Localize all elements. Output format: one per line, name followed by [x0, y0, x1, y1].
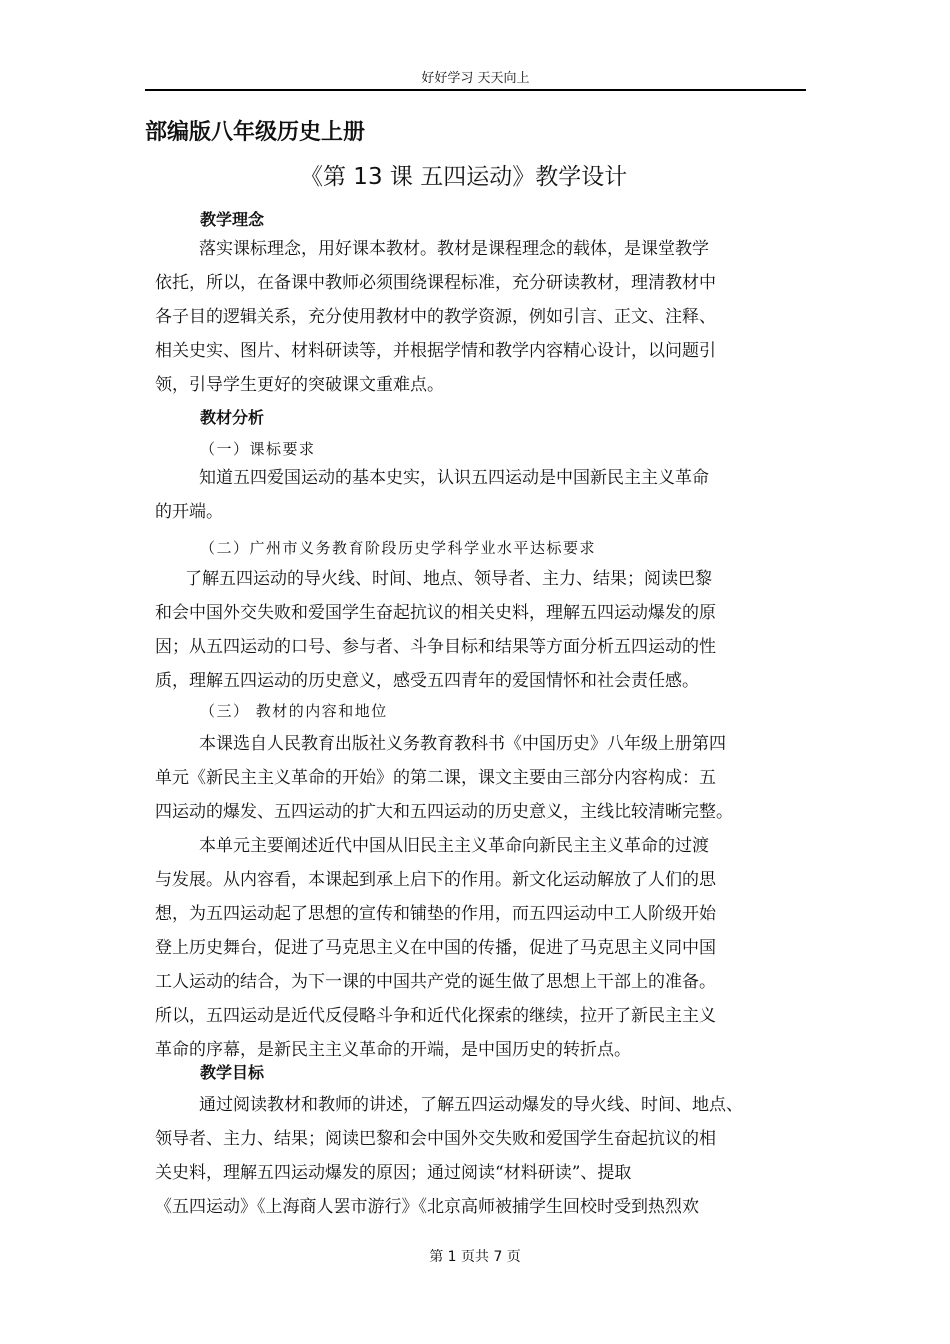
text-line: 相关史实、图片、材料研读等，并根据学情和教学内容精心设计，以问题引	[155, 341, 716, 361]
page-header: 好好学习 天天向上	[145, 68, 806, 91]
text-line: 想，为五四运动起了思想的宣传和铺垫的作用，而五四运动中工人阶级开始	[155, 904, 716, 924]
document-subtitle: 《第 13 课 五四运动》教学设计	[300, 164, 628, 190]
paragraph-teaching-objectives	[155, 1088, 815, 1224]
text-line: 工人运动的结合，为下一课的中国共产党的诞生做了思想上干部上的准备。	[155, 972, 716, 992]
text-line: 的开端。	[155, 502, 223, 522]
text-line: 《五四运动》《上海商人罢市游行》《北京高师被捕学生回校时受到热烈欢	[155, 1197, 699, 1217]
text-line: 与发展。从内容看，本课起到承上启下的作用。新文化运动解放了人们的思	[155, 870, 716, 890]
subheading-content-and-position: （三） 教材的内容和地位	[200, 702, 388, 720]
text-line: 本课选自人民教育出版社义务教育教科书《中国历史》八年级上册第四	[199, 734, 726, 754]
paragraph-guangzhou-standards	[155, 562, 815, 698]
paragraph-teaching-philosophy	[155, 232, 815, 402]
text-line: 和会中国外交失败和爱国学生奋起抗议的相关史料，理解五四运动爆发的原	[155, 603, 716, 623]
text-line: 登上历史舞台，促进了马克思主义在中国的传播，促进了马克思主义同中国	[155, 938, 716, 958]
text-line: 四运动的爆发、五四运动的扩大和五四运动的历史意义，主线比较清晰完整。	[155, 802, 733, 822]
text-line: 领，引导学生更好的突破课文重难点。	[155, 375, 444, 395]
text-line: 领导者、主力、结果；阅读巴黎和会中国外交失败和爱国学生奋起抗议的相	[155, 1129, 716, 1149]
text-line: 依托，所以，在备课中教师必须围绕课程标准，充分研读教材，理清教材中	[155, 273, 716, 293]
heading-teaching-philosophy: 教学理念	[200, 210, 265, 229]
heading-material-analysis: 教材分析	[200, 408, 265, 427]
text-line: 各子目的逻辑关系，充分使用教材中的教学资源，例如引言、正文、注释、	[155, 307, 716, 327]
paragraph-curriculum-requirements	[155, 461, 815, 529]
text-line: 通过阅读教材和教师的讲述，了解五四运动爆发的导火线、时间、地点、	[199, 1095, 743, 1115]
subheading-curriculum-requirements: （一）课标要求	[200, 440, 316, 458]
text-line: 了解五四运动的导火线、时间、地点、领导者、主力、结果；阅读巴黎	[185, 569, 712, 589]
page-number: 第 1 页共 7 页	[429, 1249, 521, 1265]
subheading-guangzhou-standards: （二）广州市义务教育阶段历史学科学业水平达标要求	[200, 539, 597, 557]
text-line: 所以，五四运动是近代反侵略斗争和近代化探索的继续，拉开了新民主主义	[155, 1006, 716, 1026]
paragraph-content-and-position	[155, 727, 815, 1067]
text-line: 关史料，理解五四运动爆发的原因；通过阅读“材料研读”、提取	[155, 1163, 632, 1183]
text-line: 知道五四爱国运动的基本史实，认识五四运动是中国新民主主义革命	[199, 468, 709, 488]
heading-teaching-objectives: 教学目标	[200, 1063, 265, 1082]
text-line: 本单元主要阐述近代中国从旧民主主义革命向新民主主义革命的过渡	[199, 836, 709, 856]
document-title: 部编版八年级历史上册	[145, 120, 366, 145]
text-line: 因；从五四运动的口号、参与者、斗争目标和结果等方面分析五四运动的性	[155, 637, 716, 657]
text-line: 质，理解五四运动的历史意义，感受五四青年的爱国情怀和社会责任感。	[155, 671, 699, 691]
text-line: 单元《新民主主义革命的开始》的第二课，课文主要由三部分内容构成：五	[155, 768, 716, 788]
text-line: 革命的序幕，是新民主主义革命的开端，是中国历史的转折点。	[155, 1040, 631, 1060]
text-line: 落实课标理念，用好课本教材。教材是课程理念的载体，是课堂教学	[199, 239, 709, 259]
